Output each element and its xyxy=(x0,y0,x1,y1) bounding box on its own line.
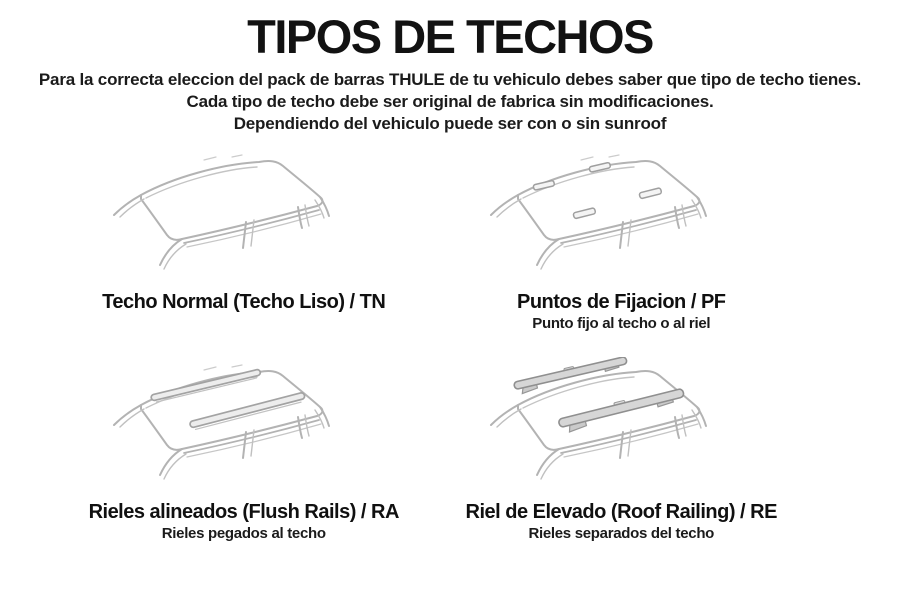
intro-line-3: Dependiendo del vehiculo puede ser con o sin sunroof xyxy=(233,114,667,133)
roof-type-label-ra: Rieles alineados (Flush Rails) / RA xyxy=(88,501,399,523)
roof-types-grid xyxy=(0,147,900,543)
roof-type-label-pf: Puntos de Fijacion / PF xyxy=(516,291,726,313)
roof-type-label-re: Riel de Elevado (Roof Railing) / RE xyxy=(465,501,777,523)
roof-type-sublabel-re: Rieles separados del techo xyxy=(528,525,715,542)
flush-rails-roof-drawing xyxy=(94,357,394,507)
roof-type-cell-re xyxy=(433,357,811,543)
roof-type-label-tn: Techo Normal (Techo Liso) / TN xyxy=(102,291,386,313)
roof-type-sublabel-ra: Rieles pegados al techo xyxy=(161,525,326,542)
car-roof-outline xyxy=(114,155,329,269)
roof-type-cell-pf xyxy=(433,147,811,333)
fixpoint-roof-drawing xyxy=(471,147,771,297)
car-roof-outline xyxy=(491,155,706,269)
page-title: TIPOS DE TECHOS xyxy=(247,10,653,63)
roof-type-cell-ra xyxy=(55,357,433,543)
raised-rails-roof-drawing xyxy=(471,357,771,507)
roof-type-cell-tn xyxy=(55,147,433,333)
intro-line-2: Cada tipo de techo debe ser original de fabrica sin modificaciones. xyxy=(186,92,714,111)
roof-type-sublabel-pf: Punto fijo al techo o al riel xyxy=(532,315,711,332)
intro-line-1: Para la correcta eleccion del pack de barras THULE de tu vehiculo debes saber que tipo de techo tienes. xyxy=(38,70,862,89)
plain-roof-drawing xyxy=(94,147,394,297)
intro-paragraph xyxy=(0,69,900,135)
